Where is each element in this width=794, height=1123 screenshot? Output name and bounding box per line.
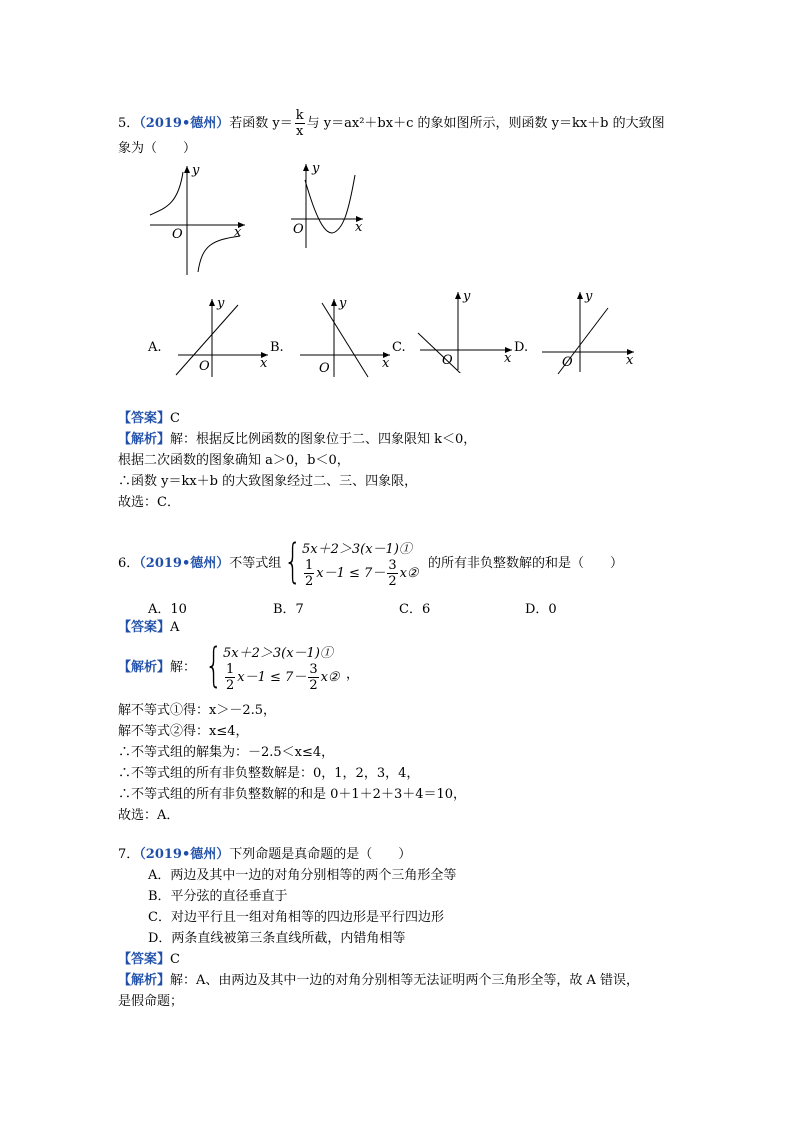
q6-analysis-comma: ， xyxy=(346,667,360,682)
q5-g1-y-label: y xyxy=(192,163,200,178)
q6-analysis-line-1: 解不等式①得：x＞－2.5， xyxy=(118,703,277,718)
q5-analysis-1 xyxy=(118,431,476,449)
q7-option-c: C．对边平行且一组对角相等的四边形是平行四边形 xyxy=(148,910,444,925)
q5-option-c-graph xyxy=(414,288,519,373)
q5-g2-origin: O xyxy=(293,222,304,237)
q5-c-y-label: y xyxy=(463,289,471,304)
q5-analysis-text-1: 解：根据反比例函数的图象位于二、四象限知 k＜0， xyxy=(170,432,477,447)
q5-d-x-label: x xyxy=(626,353,634,368)
q5-number: 5． xyxy=(118,116,140,131)
q6-option-d: D．0 xyxy=(525,602,557,617)
q5-b-x-label: x xyxy=(382,356,390,371)
q6-answer-value: A xyxy=(170,620,180,635)
q5-a-origin: O xyxy=(199,359,210,374)
q7-option-d: D．两条直线被第三条直线所截，内错角相等 xyxy=(148,931,406,946)
q5-stem-line2: 象为（ ） xyxy=(118,141,197,156)
q6-stem-part1: 不等式组 xyxy=(229,556,282,571)
q6-analysis-system: { 5x＋2＞3(x－1)① $\frac{1}{2}$ x－1 ≤ 7－ $\frac{3}{2}$ x② xyxy=(205,638,340,693)
q6-analysis-line-3: ∴不等式组的解集为：－2.5＜x≤4， xyxy=(118,745,335,760)
q7-analysis-1 xyxy=(118,972,639,990)
q7-answer xyxy=(118,951,180,969)
q7-answer-label: 【答案】 xyxy=(118,952,171,967)
q5-g1-x-label: x xyxy=(234,225,242,240)
q6-stem-prefix xyxy=(118,555,281,573)
q5-analysis-label: 【解析】 xyxy=(118,432,171,447)
q5-g2-x-label: x xyxy=(355,220,363,235)
q6-analysis-head: 【解析】解： xyxy=(118,660,197,675)
q7-option-a: A．两边及其中一边的对角分别相等的两个三角形全等 xyxy=(148,868,457,883)
q7-option-b: B．平分弦的直径垂直于 xyxy=(148,889,288,904)
q5-answer-label: 【答案】 xyxy=(118,411,171,426)
q7-source: （2019•德州） xyxy=(139,847,230,862)
q5-analysis-3: ∴函数 y＝kx＋b 的大致图象经过二、三、四象限， xyxy=(118,474,418,489)
q6-analysis-line-2: 解不等式②得：x≤4， xyxy=(118,724,249,739)
q5-stem-line1 xyxy=(118,108,665,139)
q5-g1-origin: O xyxy=(172,227,183,242)
q6-stem-suffix: 的所有非负整数解的和是（ ） xyxy=(428,556,624,571)
q5-analysis-2: 根据二次函数的图象确知 a＞0，b＜0， xyxy=(118,453,350,468)
q5-source: （2019•德州） xyxy=(139,116,230,131)
q5-a-y-label: y xyxy=(217,296,225,311)
q6-answer xyxy=(118,619,179,637)
q7-stem xyxy=(118,846,411,864)
q6-option-c: C．6 xyxy=(399,602,431,617)
q5-frac-den: x xyxy=(296,124,304,139)
q7-analysis-text-1: 解：A、由两边及其中一边的对角分别相等无法证明两个三角形全等，故 A 错误， xyxy=(170,973,640,988)
q6-analysis-line-5: ∴不等式组的所有非负整数解的和是 0＋1＋2＋3＋4＝10， xyxy=(118,787,467,802)
q5-hyperbola-graph xyxy=(140,160,255,280)
q5-frac-num: k xyxy=(295,108,304,123)
q5-fraction-k-over-x xyxy=(295,108,305,139)
q6-inequality-system xyxy=(284,536,434,594)
q5-option-d-graph xyxy=(536,288,641,378)
q5-stem-part1: 若函数 y＝ xyxy=(229,116,293,131)
q5-parabola-graph xyxy=(285,160,370,250)
q6-analysis-label: 【解析】 xyxy=(118,660,171,675)
q5-b-origin: O xyxy=(319,361,330,376)
q5-b-y-label: y xyxy=(339,296,347,311)
q6-brace: { xyxy=(284,534,302,588)
q5-g2-y-label: y xyxy=(312,161,320,176)
q6-option-a: A．10 xyxy=(148,602,187,617)
q5-option-b-label: B. xyxy=(270,340,284,355)
q6-option-b: B．7 xyxy=(273,602,304,617)
q5-answer xyxy=(118,410,180,428)
q5-c-x-label: x xyxy=(504,351,512,366)
q5-option-c-label: C. xyxy=(392,340,406,355)
q7-number: 7． xyxy=(118,847,140,862)
q6-ineq-1: 5x＋2＞3(x－1)① xyxy=(302,542,412,557)
q5-d-origin: O xyxy=(562,355,573,370)
q5-d-y-label: y xyxy=(585,289,593,304)
q6-number: 6． xyxy=(118,556,140,571)
q6-ineq-2: $\frac{1}{2}$ x－1 ≤ 7－ $\frac{3}{2}$ x② xyxy=(305,558,419,589)
q7-analysis-label: 【解析】 xyxy=(118,973,171,988)
q5-answer-value: C xyxy=(170,411,180,426)
q6-analysis-line-4: ∴不等式组的所有非负整数解是：0，1，2，3，4， xyxy=(118,766,420,781)
q5-analysis-4: 故选：C． xyxy=(118,495,180,510)
q7-answer-value: C xyxy=(170,952,180,967)
q5-c-origin: O xyxy=(442,353,453,368)
q6-source: （2019•德州） xyxy=(139,556,230,571)
q5-option-d-label: D. xyxy=(514,340,529,355)
q7-analysis-2: 是假命题； xyxy=(118,994,184,1009)
q5-stem-part2: 与 y＝ax²＋bx＋c 的象如图所示，则函数 y＝kx＋b 的大致图 xyxy=(306,116,665,131)
q5-a-x-label: x xyxy=(260,356,268,371)
q6-answer-label: 【答案】 xyxy=(118,620,171,635)
q7-stem-text: 下列命题是真命题的是（ ） xyxy=(229,847,412,862)
q6-analysis-line-6: 故选：A． xyxy=(118,808,180,823)
q5-option-a-label: A. xyxy=(148,340,162,355)
q5-option-b-graph xyxy=(292,295,397,380)
q5-option-a-graph xyxy=(170,295,275,380)
